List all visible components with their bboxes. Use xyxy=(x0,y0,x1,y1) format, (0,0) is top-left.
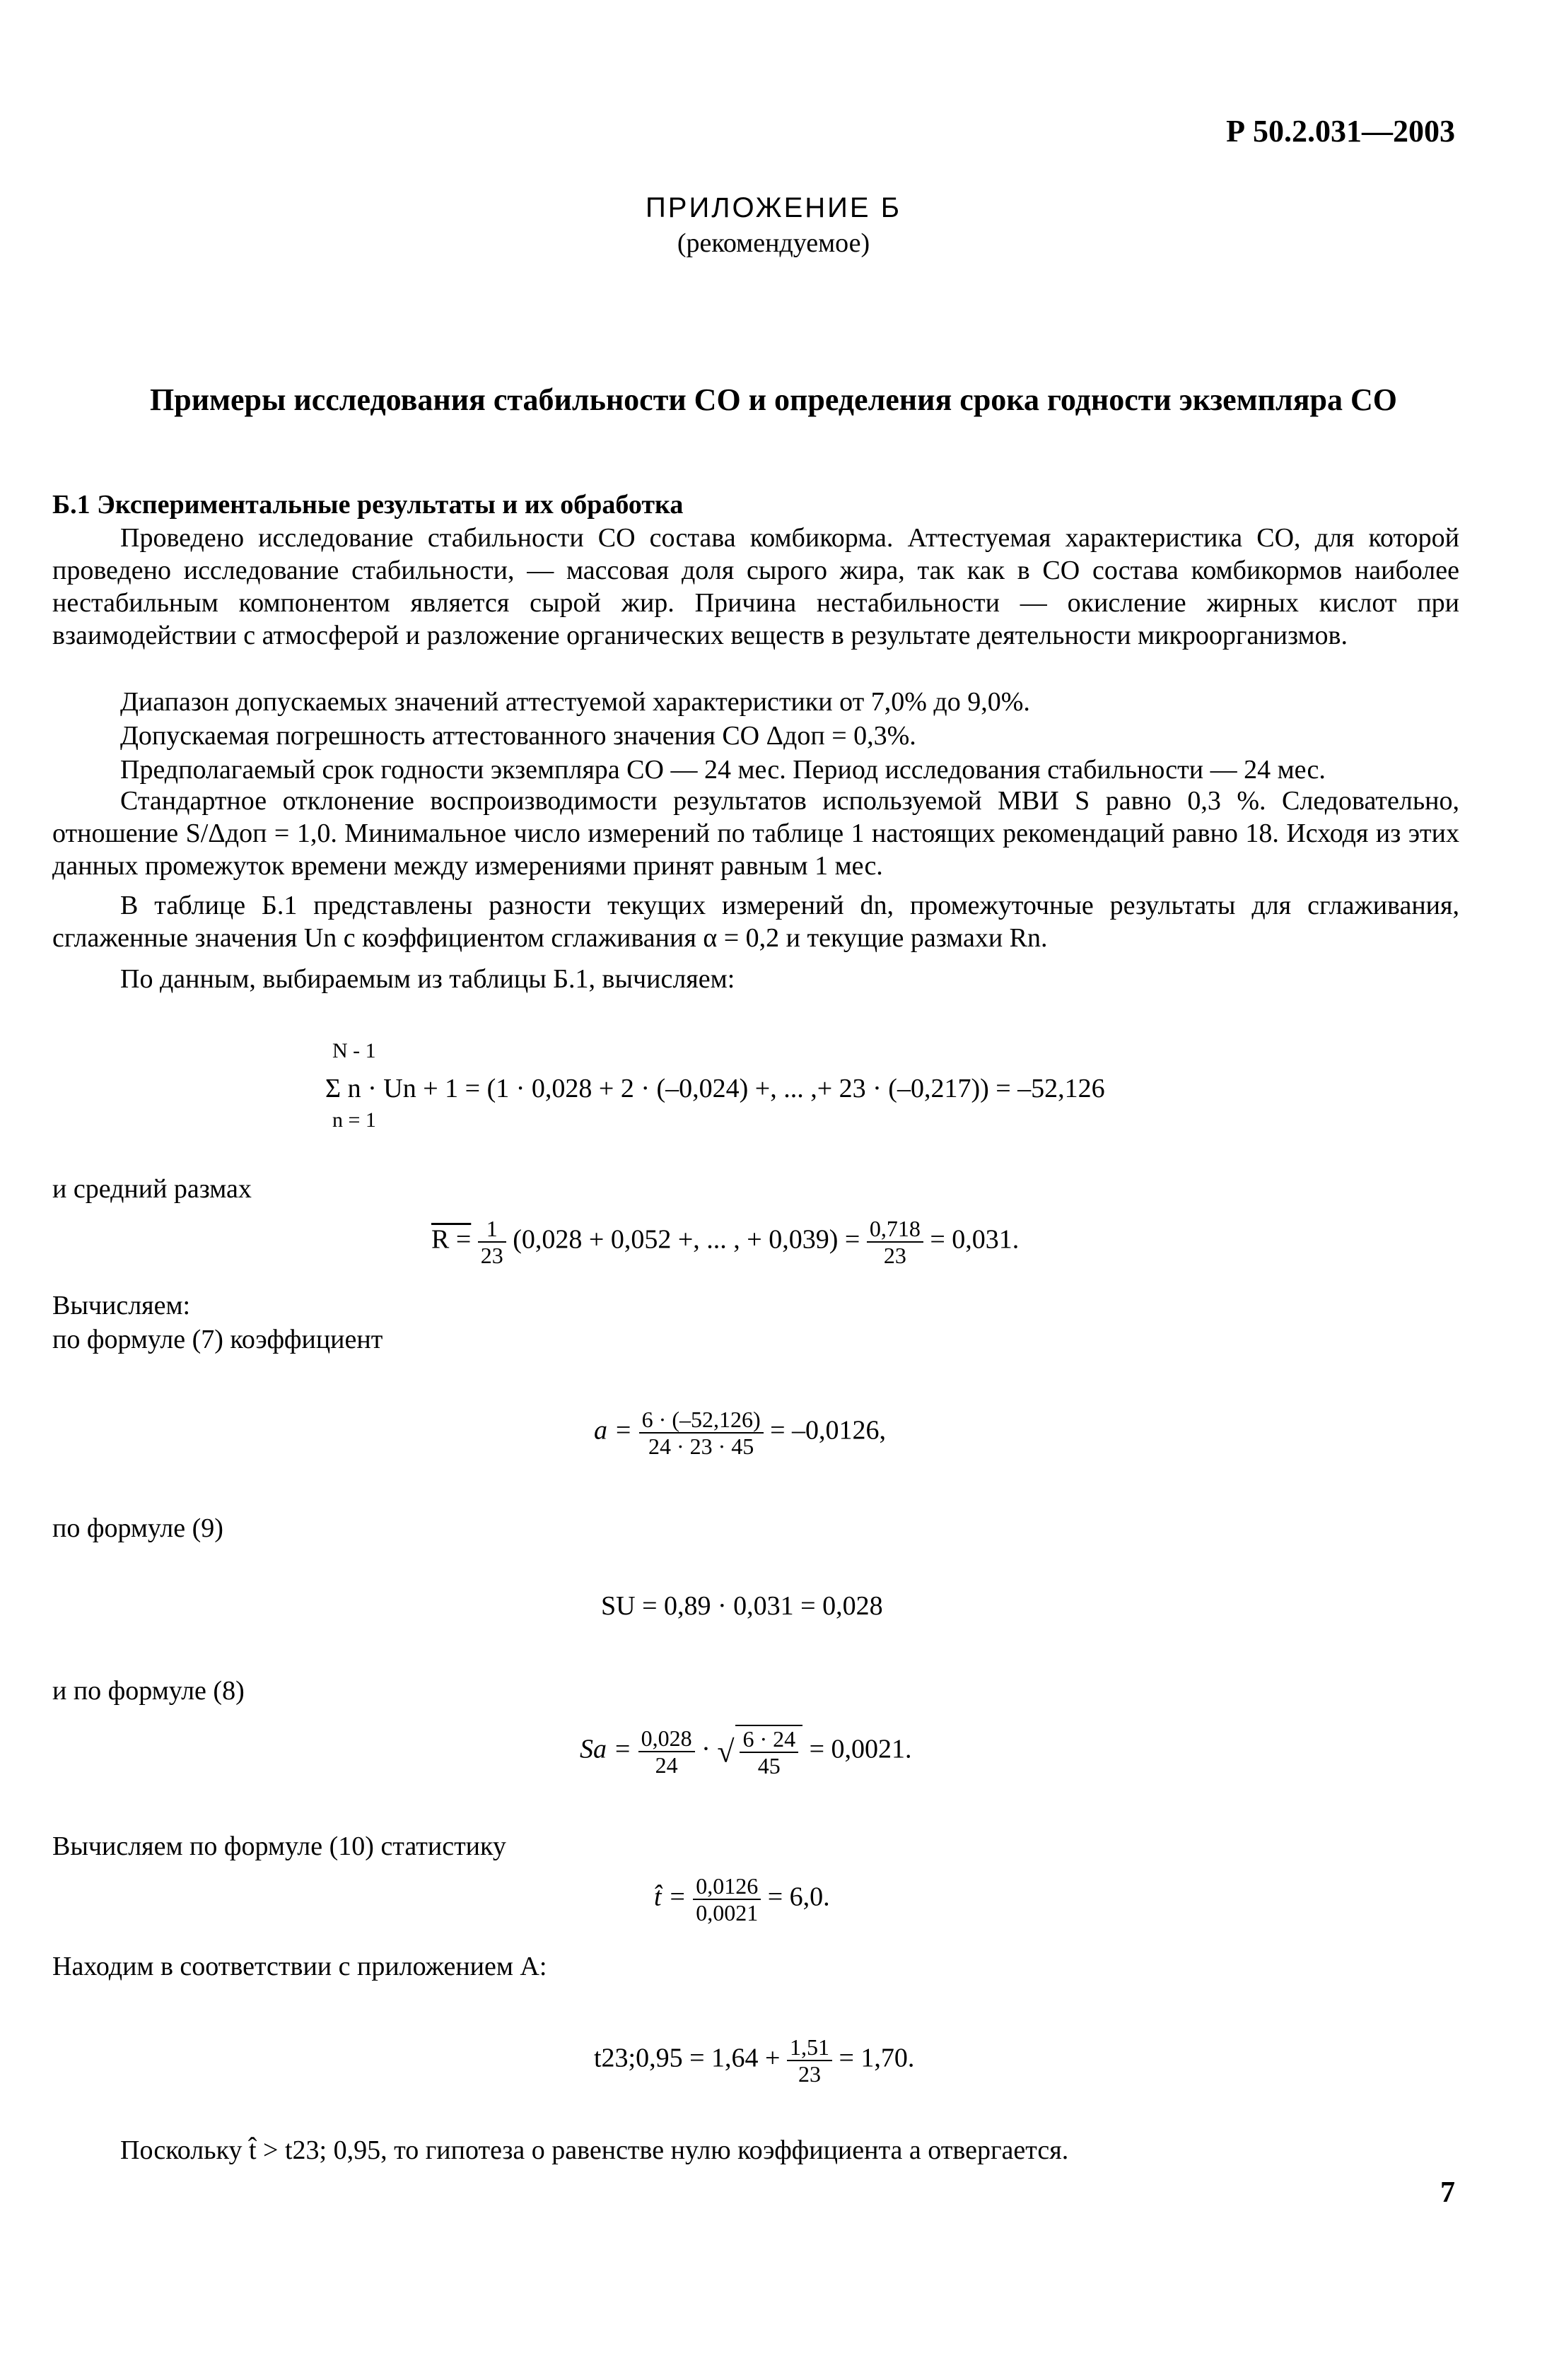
paragraph-2: Диапазон допускаемых значений аттестуемой характеристики от 7,0% до 9,0%. xyxy=(120,687,1030,717)
formula-a xyxy=(594,1407,886,1459)
text-calculate: Вычисляем: xyxy=(52,1291,191,1320)
formula-Sa xyxy=(580,1725,912,1778)
page-number: 7 xyxy=(1440,2176,1455,2209)
formula-SU: SU = 0,89 · 0,031 = 0,028 xyxy=(601,1591,883,1621)
t23-lhs: t23;0,95 = 1,64 + xyxy=(594,2043,781,2073)
a-lhs: a = xyxy=(594,1415,633,1446)
sum-body: Σ n · Un + 1 = (1 · 0,028 + 2 · (–0,024) +, ... ,+ 23 · (–0,217)) = –52,126 xyxy=(325,1074,1105,1103)
paragraph-7: По данным, выбираемым из таблицы Б.1, вычисляем: xyxy=(120,964,735,994)
R-fraction-2 xyxy=(867,1216,923,1268)
paragraph-3: Допускаемая погрешность аттестованного значения СО Δдоп = 0,3%. xyxy=(120,721,916,751)
a-numerator: 6 · (–52,126) xyxy=(639,1407,764,1434)
R-middle: (0,028 + 0,052 +, ... , + 0,039) = xyxy=(513,1224,860,1255)
Sa-f2-denominator: 45 xyxy=(757,1753,781,1778)
section-title: Б.1 Экспериментальные результаты и их обработка xyxy=(52,490,684,520)
text-formula-9: по формуле (9) xyxy=(52,1513,223,1543)
sum-upper-limit: N - 1 xyxy=(332,1039,376,1062)
t23-fraction xyxy=(787,2034,832,2087)
text-annex-a: Находим в соответствии с приложением А: xyxy=(52,1952,547,1981)
paragraph-4: Предполагаемый срок годности экземпляра СО — 24 мес. Период исследования стабильности — 24 мес. xyxy=(120,755,1326,785)
t-fraction xyxy=(693,1873,761,1925)
R-lhs: R = xyxy=(431,1224,472,1255)
formula-t xyxy=(654,1873,830,1925)
a-fraction xyxy=(639,1407,764,1459)
text-formula-10: Вычисляем по формуле (10) статистику xyxy=(52,1831,506,1861)
Sa-f1-denominator: 24 xyxy=(655,1752,678,1778)
sqrt-icon: √ xyxy=(717,1734,735,1769)
annex-subtitle: (рекомендуемое) xyxy=(677,228,870,258)
R-f1-numerator: 1 xyxy=(478,1216,506,1243)
R-f2-denominator: 23 xyxy=(883,1243,906,1268)
formula-R xyxy=(431,1216,1019,1268)
text-formula-7: по формуле (7) коэффициент xyxy=(52,1325,383,1354)
paragraph-1: Проведено исследование стабильности СО состава комбикорма. Аттестуемая характеристика СО, для которой проведено исследование стабильности, — массовая доля сырого жира, так как в СО состава комбикормов наиболее нестабильным компонентом является сырой жир. Причина нестабильности — окисление жирных кислот при взаимодействии с атмосферой и разложение органических веществ в результате деятельности микроорганизмов. xyxy=(52,523,1459,650)
text-mean-range: и средний размах xyxy=(52,1174,252,1204)
t23-numerator: 1,51 xyxy=(787,2034,832,2061)
Sa-fraction-2 xyxy=(740,1726,798,1778)
R-rhs: = 0,031. xyxy=(930,1224,1020,1255)
Sa-lhs: Sa = xyxy=(580,1734,632,1764)
formula-t23 xyxy=(594,2034,914,2087)
t23-denominator: 23 xyxy=(798,2061,821,2087)
t-rhs: = 6,0. xyxy=(767,1882,830,1912)
Sa-rhs: = 0,0021. xyxy=(809,1734,912,1764)
Sa-f1-numerator: 0,028 xyxy=(638,1725,695,1752)
t-lhs: t̂ = xyxy=(654,1882,687,1912)
Sa-dot: · xyxy=(701,1734,711,1764)
document-code: Р 50.2.031—2003 xyxy=(1226,114,1455,148)
conclusion: Поскольку t̂ > t23; 0,95, то гипотеза о равенстве нулю коэффициента a отвергается. xyxy=(120,2135,1069,2165)
Sa-fraction-1 xyxy=(638,1725,695,1778)
t23-rhs: = 1,70. xyxy=(839,2043,915,2073)
paragraph-5: Стандартное отклонение воспроизводимости результатов используемой МВИ S равно 0,3 %. Следовательно, отношение S/Δдоп = 1,0. Минимальное число измерений по таблице 1 настоящих рекомендаций равно 18. Исходя из этих данных промежуток времени между измерениями принят равным 1 мес. xyxy=(52,786,1459,881)
Sa-f2-numerator: 6 · 24 xyxy=(740,1726,798,1753)
t-denominator: 0,0021 xyxy=(696,1900,759,1925)
t-numerator: 0,0126 xyxy=(693,1873,761,1900)
a-rhs: = –0,0126, xyxy=(770,1415,887,1446)
text-formula-8: и по формуле (8) xyxy=(52,1676,245,1706)
sum-lower-limit: n = 1 xyxy=(332,1108,376,1132)
R-f1-denominator: 23 xyxy=(480,1243,503,1268)
annex-title: ПРИЛОЖЕНИЕ Б xyxy=(646,192,901,223)
a-denominator: 24 · 23 · 45 xyxy=(648,1434,754,1459)
Sa-sqrt-body xyxy=(735,1725,802,1778)
R-f2-numerator: 0,718 xyxy=(867,1216,923,1243)
main-title: Примеры исследования стабильности СО и определения срока годности экземпляра СО xyxy=(150,382,1397,417)
paragraph-6: В таблице Б.1 представлены разности текущих измерений dn, промежуточные результаты для сглаживания, сглаженные значения Un с коэффициентом сглаживания α = 0,2 и текущие размахи Rn. xyxy=(52,891,1459,953)
R-fraction-1 xyxy=(478,1216,506,1268)
